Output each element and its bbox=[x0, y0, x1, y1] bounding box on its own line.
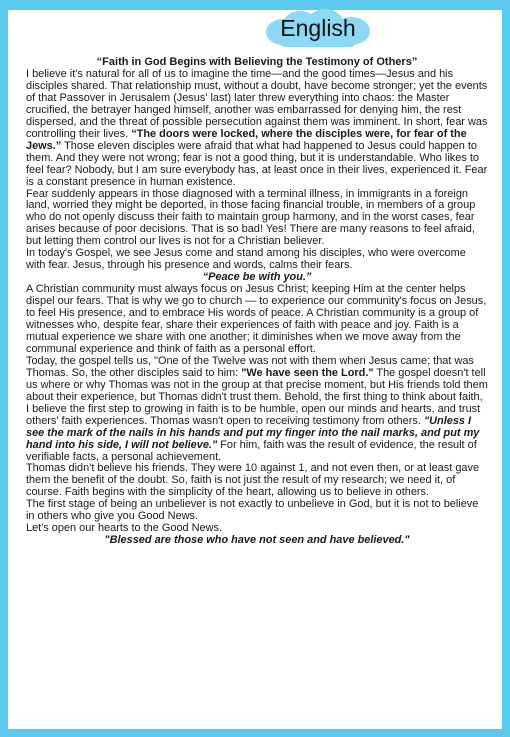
article-body bbox=[26, 56, 488, 547]
paragraph-1-text: I believe it's natural for all of us to imagine the time—and the good times—Jesus and his disciples shared. That relationship must, without a doubt, have become stronger; yet the events of that Passover in Jerusalem (Jesus' last) later threw everything into chaos: the Master crucified, the betrayer hanged himself, another was embarrassed for denying him, the rest dispersed, and the threat of possible persecution against them was imminent. In short, fear was controlling their lives. bbox=[26, 68, 488, 140]
paragraph-5-italic-quote: "Unless I see the mark of the nails in his hands and put my finger into the nail marks, and put my hand into his side, I will not believe." bbox=[26, 414, 480, 451]
quote-blessed: "Blessed are those who have not seen and have believed." bbox=[104, 534, 410, 547]
paragraph-5-tail: For him, faith was the result of evidence, the result of verifiable facts, a personal achievement. bbox=[26, 438, 477, 463]
paragraph-1-end: Those eleven disciples were afraid that what had happened to Jesus could happen to them. And they were not wrong; fear is not a good thing, but it is understandable. Who likes to feel fear? Nobody, but I am sure everybody has, at least once in their lives, experienced it. Fear is a constant presence in human existence. bbox=[26, 139, 488, 188]
paragraph-5-text: Today, the gospel tells us, "One of the Twelve was not with them when Jesus came; that was Thomas. So, the other disciples said to him: bbox=[26, 354, 474, 379]
paragraph-1 bbox=[26, 69, 488, 189]
paragraph-7: The first stage of being an unbeliever is not exactly to unbelieve in God, but it is not to believe in others who give you Good News. bbox=[26, 498, 479, 523]
paragraph-3: In today's Gospel, we see Jesus come and stand among his disciples, who were overcome with fear. Jesus, through his presence and words, calms their fears. bbox=[26, 247, 466, 272]
language-cloud-badge bbox=[266, 11, 370, 45]
paragraph-6: Thomas didn't believe his friends. They were 10 against 1, and not even then, or at least gave them the benefit of the doubt. So, faith is not just the result of my research; we need it, of course. Faith begins with the simplicity of the heart, allowing us to believe in others. bbox=[26, 462, 480, 499]
page-sheet bbox=[8, 10, 502, 729]
paragraph-1-bold-quote: “The doors were locked, where the disciples were, for fear of the Jews.” bbox=[26, 127, 467, 152]
paragraph-5-bold-quote: "We have seen the Lord." bbox=[241, 366, 374, 379]
language-label: English bbox=[280, 15, 356, 41]
paragraph-5 bbox=[26, 356, 488, 464]
article-title: “Faith in God Begins with Believing the Testimony of Others” bbox=[96, 56, 418, 68]
paragraph-4: A Christian community must always focus on Jesus Christ; keeping Him at the center helps dispel our fears. That is why we go to church — to experience our community's focus on Jesus, to feel His presence, and to embrace His words of peace. A Christian community is a group of witnesses who, despite fear, share their experiences of faith with peace and joy. Faith is a mutual experience we share with one another; it diminishes when we move away from the communal experience and think of faith as a personal effort. bbox=[26, 283, 487, 355]
paragraph-5-mid: The gospel doesn't tell us where or why Thomas was not in the group at that precise moment, but His friends told them about their experience, but Thomas didn't trust them. Behold, the first thing to think about faith, I believe the first step to growing in faith is to be humble, open our minds and hearts, and trust others' faith experiences. Thomas wasn't open to receiving testimony from others. bbox=[26, 366, 488, 427]
quote-peace: “Peace be with you.” bbox=[202, 271, 312, 284]
paragraph-8: Let's open our hearts to the Good News. bbox=[26, 522, 223, 535]
paragraph-2: Fear suddenly appears in those diagnosed with a terminal illness, in immigrants in a foreign land, worried they might be deported, in those facing financial trouble, in members of a group who do not openly discuss their faith to maintain group harmony, and in the worst cases, fear arises because of poor decisions. That is so bad! Yes! There are many reasons to feel afraid, but letting them control our lives is not for a Christian believer. bbox=[26, 187, 476, 248]
